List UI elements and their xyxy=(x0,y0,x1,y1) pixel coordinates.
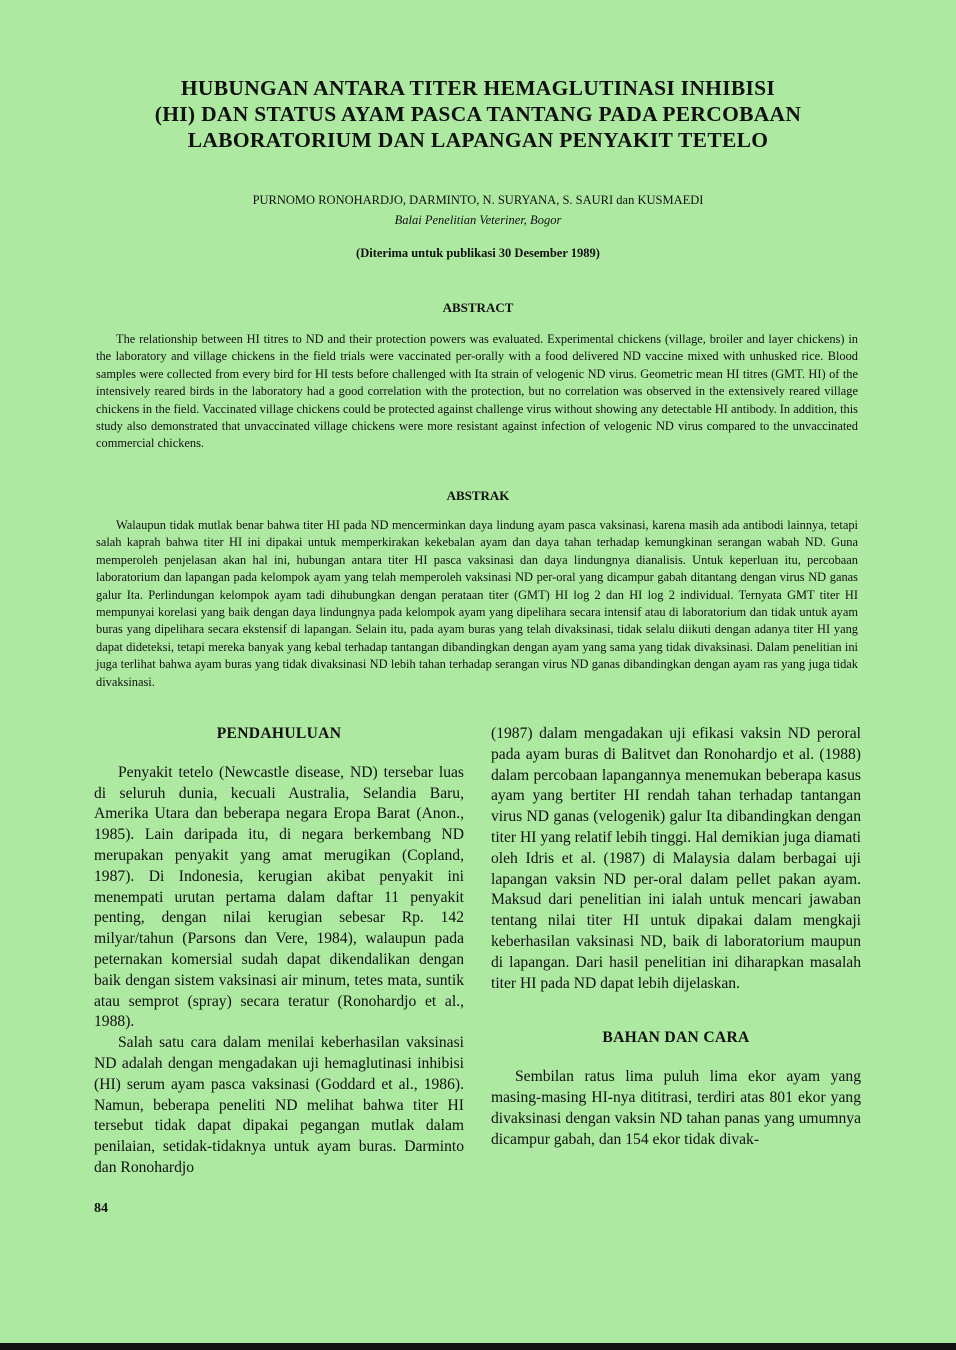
author-list: PURNOMO RONOHARDJO, DARMINTO, N. SURYANA, S. SAURI dan KUSMAEDI xyxy=(252,193,704,207)
paper-title xyxy=(95,75,861,153)
title-line: LABORATORIUM DAN LAPANGAN PENYAKIT TETELO xyxy=(187,128,769,152)
methods-paragraph-1: Sembilan ratus lima puluh lima ekor ayam yang masing-masing HI-nya dititrasi, terdiri atas 801 ekor yang divaksinasi dengan vaksin ND tahan panas yang umumnya dicampur gabah, dan 154 ekor tidak divak- xyxy=(491,1068,861,1148)
received-date: (Diterima untuk publikasi 30 Desember 1989) xyxy=(356,246,600,260)
intro-paragraph-3: (1987) dalam mengadakan uji efikasi vaksin ND peroral pada ayam buras di Balitvet dan Ronohardjo et al. (1988) dalam percobaan lapangannya menemukan beberapa kasus ayam yang bertiter HI rendah tahan terhadap tantangan virus ND ganas (velogenik) galur Ita dibandingkan dengan titer HI yang relatif lebih tinggi. Hal demikian juga diamati oleh Idris et al. (1987) di Malaysia dalam berbagai uji lapangan vaksin ND per-oral dalam pellet pakan ayam. Maksud dari penelitian ini ialah untuk mencari jawaban tentang nilai titer HI untuk dipakai dalam mengkaji keberhasilan vaksinasi ND, baik di laboratorium maupun di lapangan. Dari hasil penelitian ini diharapkan masalah titer HI pada ND dapat lebih dijelaskan. xyxy=(491,725,861,992)
abstract-text: The relationship between HI titres to ND and their protection powers was evaluated. Experimental chickens (village, broiler and layer chickens) in the laboratory and village chickens in the field trials were vaccinated per-orally with a food delivered ND vaccine mixed with unhusked rice. Blood samples were collected from every bird for HI tests before challenged with Ita strain of velogenic ND virus. Geometric mean HI titres (GMT. HI) of the intensively reared birds in the laboratory had a good correlation with the protection, but no correlation was observed in the extensively reared village chickens in the field. Vaccinated village chickens could be protected against challenge virus without showing any detectable HI antibody. In addition, this study also demonstrated that unvaccinated village chickens were more resistant against infection of velogenic ND virus compared to the unvaccinated commercial chickens. xyxy=(96,332,858,451)
title-line: (HI) DAN STATUS AYAM PASCA TANTANG PADA PERCOBAAN xyxy=(154,102,802,126)
intro-paragraph-1: Penyakit tetelo (Newcastle disease, ND) tersebar luas di seluruh dunia, kecuali Australia, Selandia Baru, Amerika Utara dan beberapa negara Eropa Barat (Anon., 1985). Lain daripada itu, di negara berkembang ND merupakan penyakit yang amat merugikan (Copland, 1987). Di Indonesia, kerugian akibat penyakit ini menempati urutan pertama dalam daftar 11 penyakit penting, dengan nilai kerugian sebesar Rp. 142 milyar/tahun (Parsons dan Vere, 1984), walaupun pada peternakan komersial sudah dapat dikendalikan dengan baik dengan sistem vaksinasi air minum, tetes mata, suntik atau semprot (spray) secara teratur (Ronohardjo et al., 1988). xyxy=(94,763,464,1031)
section-heading-pendahuluan: PENDAHULUAN xyxy=(216,725,342,742)
abstrak-text: Walaupun tidak mutlak benar bahwa titer HI pada ND mencerminkan daya lindung ayam pasca vaksinasi, karena masih ada antibodi lainnya, tetapi salah kaprah bahwa titer HI ini dipakai untuk memperkirakan kekebalan ayam dan daya tahan terhadap kemungkinan serangan wabah ND. Guna memperoleh penjelasan akan hal ini, hubungan antara titer HI pasca vaksinasi dan daya lindungnya dianalisis. Untuk keperluan itu, percobaan laboratorium dan lapangan pada kelompok ayam yang telah memperoleh vaksinasi ND per-oral yang dicampur gabah ditantang dengan virus ND ganas galur Ita. Perlindungan kelompok ayam tadi dihubungkan dengan perataan titer (GMT) HI log 2 dan HI log 2 individual. Ternyata GMT titer HI mempunyai korelasi yang baik dengan daya lindungnya pada kelompok ayam yang dipelihara secara intensif atau di laboratorium dan tidak untuk ayam buras yang dipelihara secara ekstensif di lapangan. Selain itu, pada ayam buras yang telah divaksinasi, tidak selalu diikuti dengan adanya titer HI yang dapat dideteksi, tetapi mereka banyak yang kebal terhadap tantangan dibandingkan dengan ayam yang sama yang tidak divaksinasi. Dalam penelitian ini juga terlihat bahwa ayam buras yang tidak divaksinasi ND lebih tahan terhadap serangan virus ND ganas dibandingkan dengan ayam ras yang juga tidak divaksinasi. xyxy=(96,518,858,689)
page-number: 84 xyxy=(94,1201,108,1216)
intro-paragraph-2: Salah satu cara dalam menilai keberhasilan vaksinasi ND adalah dengan mengadakan uji hemaglutinasi inhibisi (HI) serum ayam pasca vaksinasi (Goddard et al., 1986). Namun, beberapa peneliti ND melihat bahwa titer HI tersebut tidak dapat dipakai pegangan mutlak dalam penilaian, setidak-tidaknya untuk ayam buras. Darminto dan Ronohardjo xyxy=(94,1034,464,1176)
right-column xyxy=(491,724,861,1150)
section-heading-bahan-dan-cara: BAHAN DAN CARA xyxy=(602,1029,750,1047)
abstract-heading: ABSTRACT xyxy=(442,300,514,315)
title-line: HUBUNGAN ANTARA TITER HEMAGLUTINASI INHIBISI xyxy=(180,76,776,100)
left-column xyxy=(94,724,464,1179)
bottom-edge-rule xyxy=(0,1343,956,1350)
abstrak-heading: ABSTRAK xyxy=(446,488,510,503)
affiliation: Balai Penelitian Veteriner, Bogor xyxy=(394,213,562,227)
